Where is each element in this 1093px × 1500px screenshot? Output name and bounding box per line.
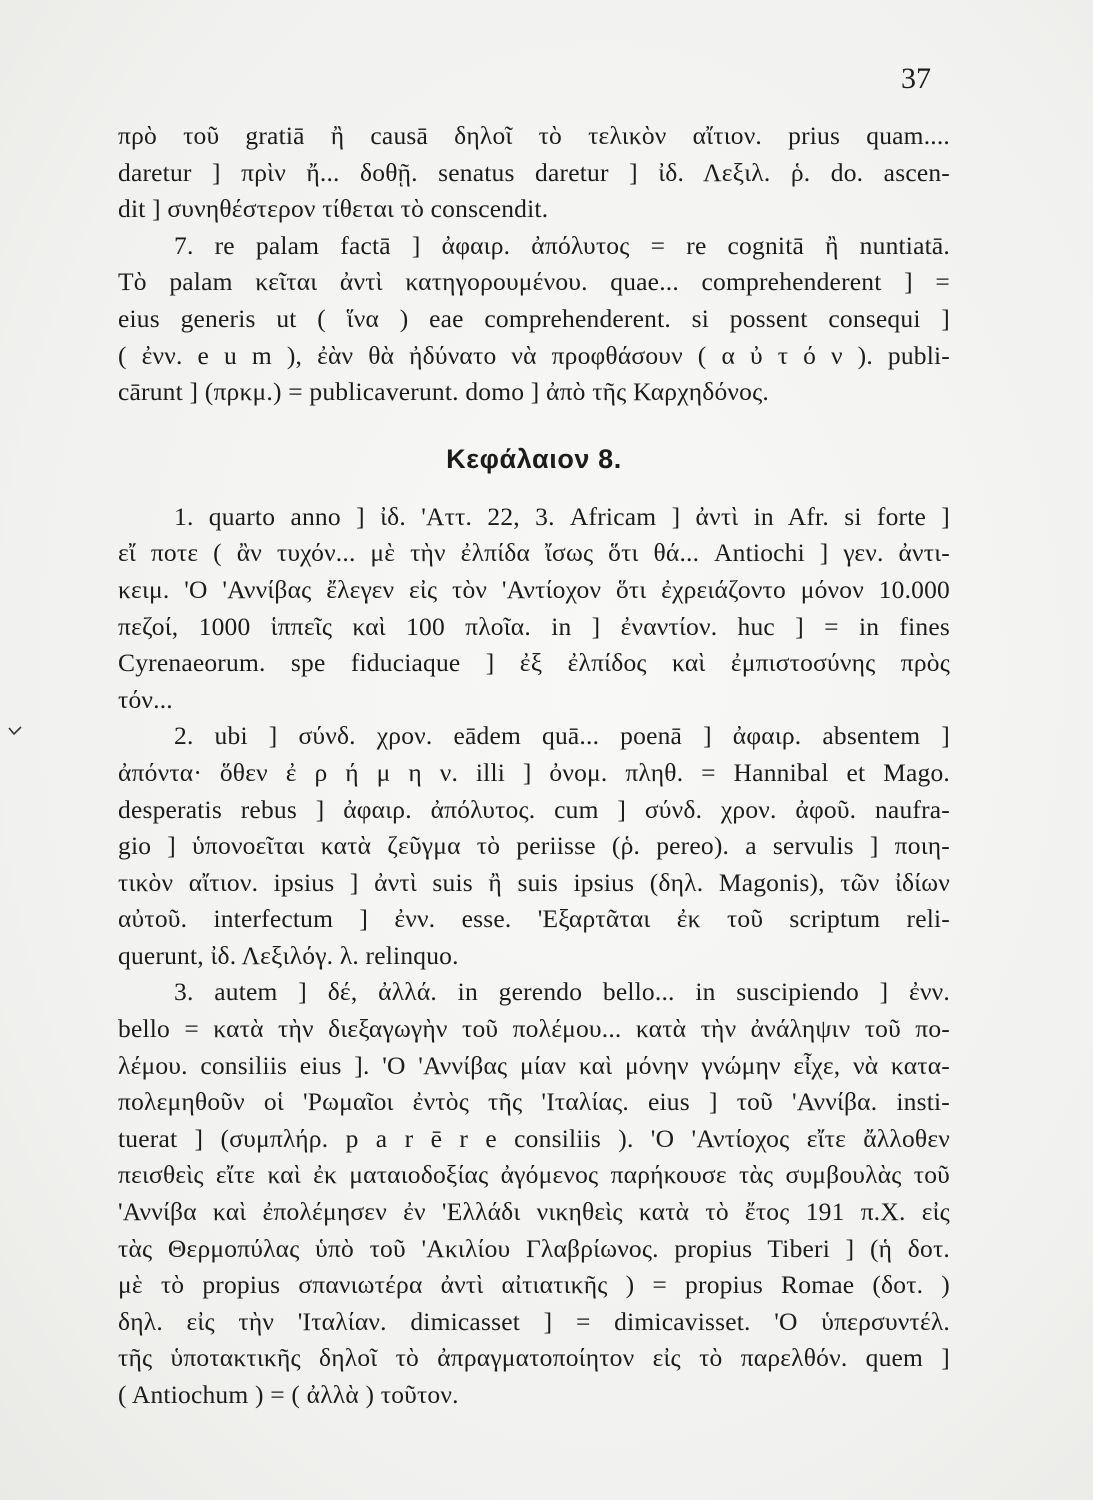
text-line: μὲ τὸ propius σπανιωτέρα ἀντὶ αἰτιατικῆς ) = propius Romae (δοτ. ) (118, 1270, 950, 1300)
text-line: 7. re palam factā ] ἀφαιρ. ἀπόλυτος = re cognitā ἢ nuntiatā. (174, 230, 950, 260)
text-line: querunt, ἰδ. Λεξιλόγ. λ. relinquo. (118, 940, 459, 970)
text-line: δηλ. εἰς τὴν 'Ιταλίαν. dimicasset ] = dimicavisset. 'Ο ὑπερσυντέλ. (118, 1306, 950, 1336)
paragraph-3 (118, 974, 950, 1413)
text-line: πεισθεὶς εἴτε καὶ ἐκ ματαιοδοξίας ἀγόμενος παρήκουσε τὰς συμβουλὰς τοῦ (118, 1160, 950, 1190)
text-line: desperatis rebus ] ἀφαιρ. ἀπόλυτος. cum ] σύνδ. χρον. ἀφοῦ. naufra- (118, 794, 950, 824)
text-line: eius generis ut ( ἵνα ) eae comprehenderent. si possent consequi ] (118, 303, 950, 333)
text-line: πρὸ τοῦ gratiā ἢ causā δηλοῖ τὸ τελικὸν αἴτιον. prius quam.... (118, 121, 950, 150)
paragraph-1 (118, 499, 950, 719)
text-line: gio ] ὑπονοεῖται κατὰ ζεῦγμα τὸ periisse (ῥ. pereo). a servulis ] ποιη- (118, 831, 950, 861)
text-line: dit ] συνηθέστερον τίθεται τὸ conscendit. (118, 194, 549, 224)
text-line: τόν... (118, 684, 173, 714)
text-line: κειμ. 'Ο 'Αννίβας ἔλεγεν εἰς τὸν 'Αντίοχον ὅτι ἐχρειάζοντο μόνον 10.000 (118, 574, 950, 604)
text-line: τικὸν αἴτιον. ipsius ] ἀντὶ suis ἢ suis ipsius (δηλ. Magonis), τῶν ἰδίων (118, 867, 950, 897)
text-line: 1. quarto anno ] ἰδ. 'Αττ. 22, 3. Africam ] ἀντὶ in Afr. si forte ] (174, 501, 950, 531)
text-line: bello = κατὰ τὴν διεξαγωγὴν τοῦ πολέμου... κατὰ τὴν ἀνάληψιν τοῦ πο- (118, 1014, 950, 1044)
text-line: Τὸ palam κεῖται ἀντὶ κατηγορουμένου. quae... comprehenderent ] = (118, 267, 950, 297)
text-line: τῆς ὑποτακτικῆς δηλοῖ τὸ ἀπραγματοποίητον εἰς τὸ παρελθόν. quem ] (118, 1343, 950, 1373)
page-number: 37 (901, 62, 931, 95)
text-line: cārunt ] (πρκμ.) = publicaverunt. domo ] ἀπὸ τῆς Καρχηδόνος. (118, 377, 769, 407)
text-line: εἴ ποτε ( ἂν τυχόν... μὲ τὴν ἐλπίδα ἴσως ὅτι θά... Antiochi ] γεν. ἀντι- (118, 538, 950, 568)
text-line: 'Αννίβα καὶ ἐπολέμησεν ἐν 'Ελλάδι νικηθεὶς κατὰ τὸ ἔτος 191 π.Χ. εἰς (118, 1197, 950, 1227)
text-line: Cyrenaeorum. spe fiduciaque ] ἐξ ἐλπίδος καὶ ἐμπιστοσύνης πρὸς (118, 648, 950, 678)
commentary-text (118, 118, 950, 1414)
section-1b (118, 228, 950, 411)
text-line: ( Antiochum ) = ( ἀλλὰ ) τοῦτον. (118, 1380, 459, 1409)
text-line: αὐτοῦ. interfectum ] ἐνν. esse. 'Εξαρτᾶται ἐκ τοῦ scriptum reli- (118, 904, 950, 934)
text-line: τὰς Θερμοπύλας ὑπὸ τοῦ 'Ακιλίου Γλαβρίωνος. propius Tiberi ] (ἡ δοτ. (118, 1233, 950, 1263)
text-line: ( ἐνν. e u m ), ἐὰν θὰ ἠδύνατο νὰ προφθάσουν ( α ὐ τ ό ν ). publi- (118, 340, 950, 370)
text-line: πολεμηθοῦν οἱ 'Ρωμαῖοι ἐντὸς τῆς 'Ιταλίας. eius ] τοῦ 'Αννίβα. insti- (118, 1087, 950, 1117)
text-line: tuerat ] (συμπλήρ. p a r ē r e consiliis ). 'Ο 'Αντίοχος εἴτε ἄλλοθεν (118, 1123, 950, 1153)
text-line: λέμου. consiliis eius ]. 'Ο 'Αννίβας μίαν καὶ μόνην γνώμην εἶχε, νὰ κατα- (118, 1050, 950, 1080)
chapter-heading: Κεφάλαιον 8. (446, 443, 622, 474)
text-line: πεζοί, 1000 ἱππεῖς καὶ 100 πλοῖα. in ] ἐναντίον. huc ] = in fines (118, 611, 950, 641)
section-1 (118, 118, 950, 228)
margin-mark-icon (8, 726, 22, 736)
paragraph-2 (118, 718, 950, 974)
text-line: 2. ubi ] σύνδ. χρον. eādem quā... poenā ] ἀφαιρ. absentem ] (174, 721, 950, 751)
text-line: daretur ] πρὶν ἤ... δοθῇ. senatus daretur ] ἰδ. Λεξιλ. ῥ. do. ascen- (118, 157, 950, 187)
text-line: ἀπόντα· ὅθεν ἐ ρ ή μ η ν. illi ] ὀνομ. πληθ. = Hannibal et Mago. (118, 757, 950, 787)
text-line: 3. autem ] δέ, ἀλλά. in gerendo bello... in suscipiendo ] ἐνν. (174, 977, 950, 1007)
